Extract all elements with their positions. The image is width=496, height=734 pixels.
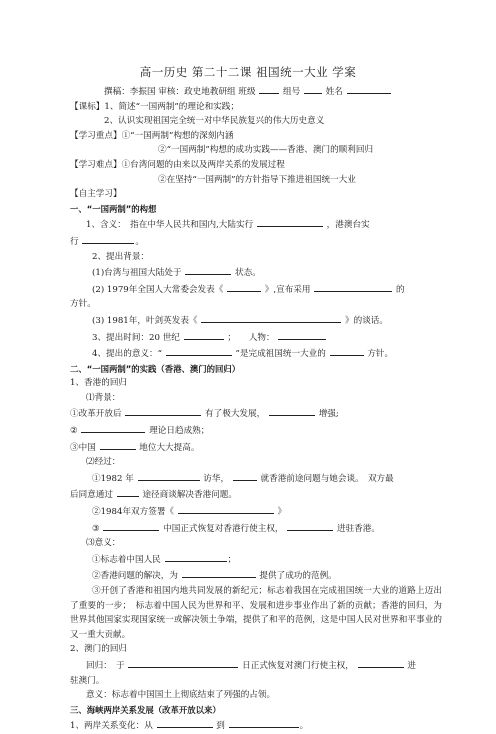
macau-r-blank-2[interactable] (358, 657, 404, 668)
content-blank-1[interactable] (257, 216, 323, 227)
difficulty-2: ②在坚持“一国两制”的方针指导下推进祖国统一大业 (158, 174, 356, 185)
hk-p3-blank-1[interactable] (103, 520, 159, 531)
hk-bg1-blank-2[interactable] (269, 405, 315, 416)
key-point-2: ②“一国两制”构想的成功实践——香港、澳门的顺利回归 (158, 145, 374, 156)
bg2-blank-2[interactable] (314, 281, 392, 292)
name-blank[interactable] (347, 83, 391, 94)
bg1-text-2: 状态。 (235, 268, 261, 279)
header-line (70, 83, 442, 100)
section-2-heading: 二、“一国两制”的实践（香港、澳门的回归） (70, 363, 241, 374)
bg1-blank[interactable] (185, 264, 231, 275)
standard-label: 【课标】 (70, 101, 105, 112)
hk-p3-blank-2[interactable] (287, 520, 333, 531)
hk-p3-text-2: 进驻香港。 (336, 523, 380, 534)
content-line-2 (70, 233, 442, 250)
hk-p1-text-4: 后同意通过 (70, 490, 113, 501)
hk-bg1-text-2: 有了极大发展， (205, 409, 266, 420)
macau-r-text-2: 日正式恢复对澳门行使主权， (242, 660, 354, 671)
change-text-2: 到 (216, 721, 225, 732)
circle-3-label: ③中国 (70, 442, 96, 453)
change-text: 1、两岸关系变化：从 (70, 721, 153, 732)
difficulties-label: 【学习难点】 (70, 159, 122, 170)
content-text-4: 。 (135, 236, 144, 247)
time-text: 3、提出时间：20 世纪 (92, 332, 180, 343)
background-item-1 (70, 264, 442, 281)
hk-process-heading: ⑵经过： (86, 457, 121, 468)
hk-bg-1 (70, 405, 442, 422)
time-blank[interactable] (184, 329, 224, 340)
circle-3b-label: ③ (92, 523, 100, 534)
person-blank[interactable] (278, 329, 326, 340)
hk-process-2 (70, 503, 442, 520)
hk-bg-3 (70, 439, 442, 456)
bg3-blank[interactable] (201, 312, 341, 323)
bg3-text: (3) 1981年，叶剑英发表《 (92, 315, 198, 326)
hk-p2-blank[interactable] (178, 503, 274, 514)
relations-change (70, 717, 442, 734)
bg2-text: (2) 1979年全国人大常委会发表《 (92, 284, 224, 295)
background-item-2 (70, 281, 442, 298)
content-text-2: ，港澳台实 (326, 220, 370, 231)
standard-item-2: 2、认识实现祖国完全统一对中华民族复兴的伟大历史意义 (104, 116, 325, 127)
key-point-1: ①“一国两制”构想的深刻内涵 (121, 130, 234, 141)
content-text-3: 行 (70, 236, 79, 247)
bg1-text: (1)台湾与祖国大陆处于 (92, 268, 182, 279)
hk-p1-blank-1[interactable] (138, 470, 200, 481)
macau-r-text-3: 进 (407, 660, 416, 671)
self-study-heading: 【自主学习】 (70, 189, 122, 200)
meaning-text-3: 方针。 (367, 349, 394, 360)
hk-s2-text: ②香港问题的解决，为 (92, 571, 178, 582)
class-blank[interactable] (259, 83, 279, 94)
change-text-3: 。 (299, 721, 309, 732)
hk-s2-text-2: 提供了成功的范例。 (259, 571, 337, 582)
bg2-text-3: 的 (395, 284, 405, 295)
macau-return (70, 657, 442, 674)
hk-background-heading: ⑴背景： (86, 392, 121, 403)
standard-line-1 (70, 100, 442, 115)
difficulties-line-2 (70, 173, 442, 188)
hk-bg3-blank[interactable] (100, 439, 136, 450)
key-points-line-1 (70, 129, 442, 144)
hk-p1-text-5: 途径商谈解决香港问题。 (142, 490, 237, 501)
bg3-text-2: 》的谈话。 (345, 315, 388, 326)
hk-process-1 (70, 470, 442, 487)
hk-p1-blank-3[interactable] (117, 486, 139, 497)
hk-bg-2 (70, 422, 442, 439)
bg2-text-2: 》,宣布采用 (264, 284, 311, 295)
macau-heading: 2、澳门的回归 (70, 644, 128, 655)
semicolon: ； (227, 554, 237, 565)
hk-p1-blank-2[interactable] (233, 470, 257, 481)
hk-bg2-text: 理论日趋成熟； (149, 426, 210, 437)
key-points-label: 【学习重点】 (70, 130, 122, 141)
macau-significance: 意义：标志着中国国土上彻底结束了列强的占领。 (86, 690, 276, 701)
meaning-text: 4、提出的意义：“ (92, 349, 163, 360)
hk-bg1-blank-1[interactable] (125, 405, 201, 416)
name-label: 姓名 (325, 87, 343, 97)
bg2-blank-1[interactable] (227, 281, 261, 292)
background-heading: 2、提出背景： (92, 251, 150, 262)
authors-text: 撰稿：李振国 审核：政史地教研组 班级 (104, 87, 256, 97)
hk-significance-3: ③开创了香港和祖国内地共同发展的新纪元；标志着我国在完成祖国统一大业的道路上迈出了重要的一步； 标志着中国人民为世界和平、发展和进步事业作出了新的贡献；香港的回归，为世界其他国家实现国家统一或解决领土争端，提供了和平的范例，这是中国人民对世界和平事业的又一重大贡献。 (70, 586, 442, 640)
hk-s1-text: ①标志着中国人民 (92, 554, 161, 565)
hk-bg2-blank[interactable] (81, 422, 145, 433)
hk-bg1-text-3: 增强; (318, 409, 339, 420)
macau-return-cont: 驻澳门。 (70, 675, 105, 686)
standard-line-2 (70, 114, 442, 129)
hk-process-1-cont (70, 486, 442, 503)
hk-significance-1 (70, 551, 442, 568)
hk-heading: 1、香港的回归 (70, 378, 128, 389)
hk-bg1-text: ①改革开放后 (70, 409, 122, 420)
hk-p1-text: ①1982 年 (92, 473, 134, 484)
group-label: 组号 (283, 87, 301, 97)
circle-2-label: ② (70, 426, 78, 437)
hk-p1-text-2: 访华， (203, 473, 230, 484)
hk-p3-text: 中国正式恢复对香港行使主权， (163, 523, 284, 534)
person-text: ； 人物： (227, 332, 275, 343)
hk-process-3 (70, 520, 442, 537)
meaning-text-2: ”是完成祖国统一大业的 (235, 349, 326, 360)
meaning-line (70, 345, 442, 362)
worksheet-body (70, 83, 442, 734)
hk-bg3-text: 地位大大提高。 (139, 442, 200, 453)
group-blank[interactable] (304, 83, 322, 94)
page-title: 高一历史 第二十二课 祖国统一大业 学案 (139, 65, 357, 79)
content-text: 1、含义： 指在中华人民共和国内,大陆实行 (86, 220, 254, 231)
hk-s2-blank[interactable] (182, 567, 256, 578)
time-line (70, 329, 442, 346)
macau-r-text: 回归： 于 (86, 660, 125, 671)
content-blank-2[interactable] (82, 233, 134, 244)
difficulties-line-1 (70, 158, 442, 173)
change-blank-1[interactable] (157, 717, 213, 728)
macau-r-blank-1[interactable] (128, 657, 238, 668)
meaning-blank-2[interactable] (330, 345, 364, 356)
section-3-heading: 三、海峡两岸关系发展（改革开放以来） (70, 704, 221, 715)
hk-p2-text: ②1984年双方签署《 (92, 507, 175, 518)
difficulty-1: ①台湾问题的由来以及两岸关系的发展过程 (121, 159, 285, 170)
hk-p2-text-2: 》 (277, 507, 287, 518)
hk-significance-heading: ⑶意义： (86, 538, 121, 549)
meaning-blank-1[interactable] (166, 345, 232, 356)
hk-significance-2 (70, 567, 442, 584)
content-line (70, 216, 442, 233)
hk-s1-blank[interactable] (165, 551, 227, 562)
background-item-3 (70, 312, 442, 329)
key-points-line-2 (70, 143, 442, 158)
background-item-2-cont: 方针。 (70, 299, 96, 310)
standard-item-1: 1、简述“一国两制”的理论和实践； (104, 101, 239, 112)
change-blank-2[interactable] (229, 717, 299, 728)
section-1-heading: 一、“一国两制”的构想 (70, 203, 157, 214)
hk-p1-text-3: 就香港前途问题与她会谈。 双方最 (260, 473, 394, 484)
